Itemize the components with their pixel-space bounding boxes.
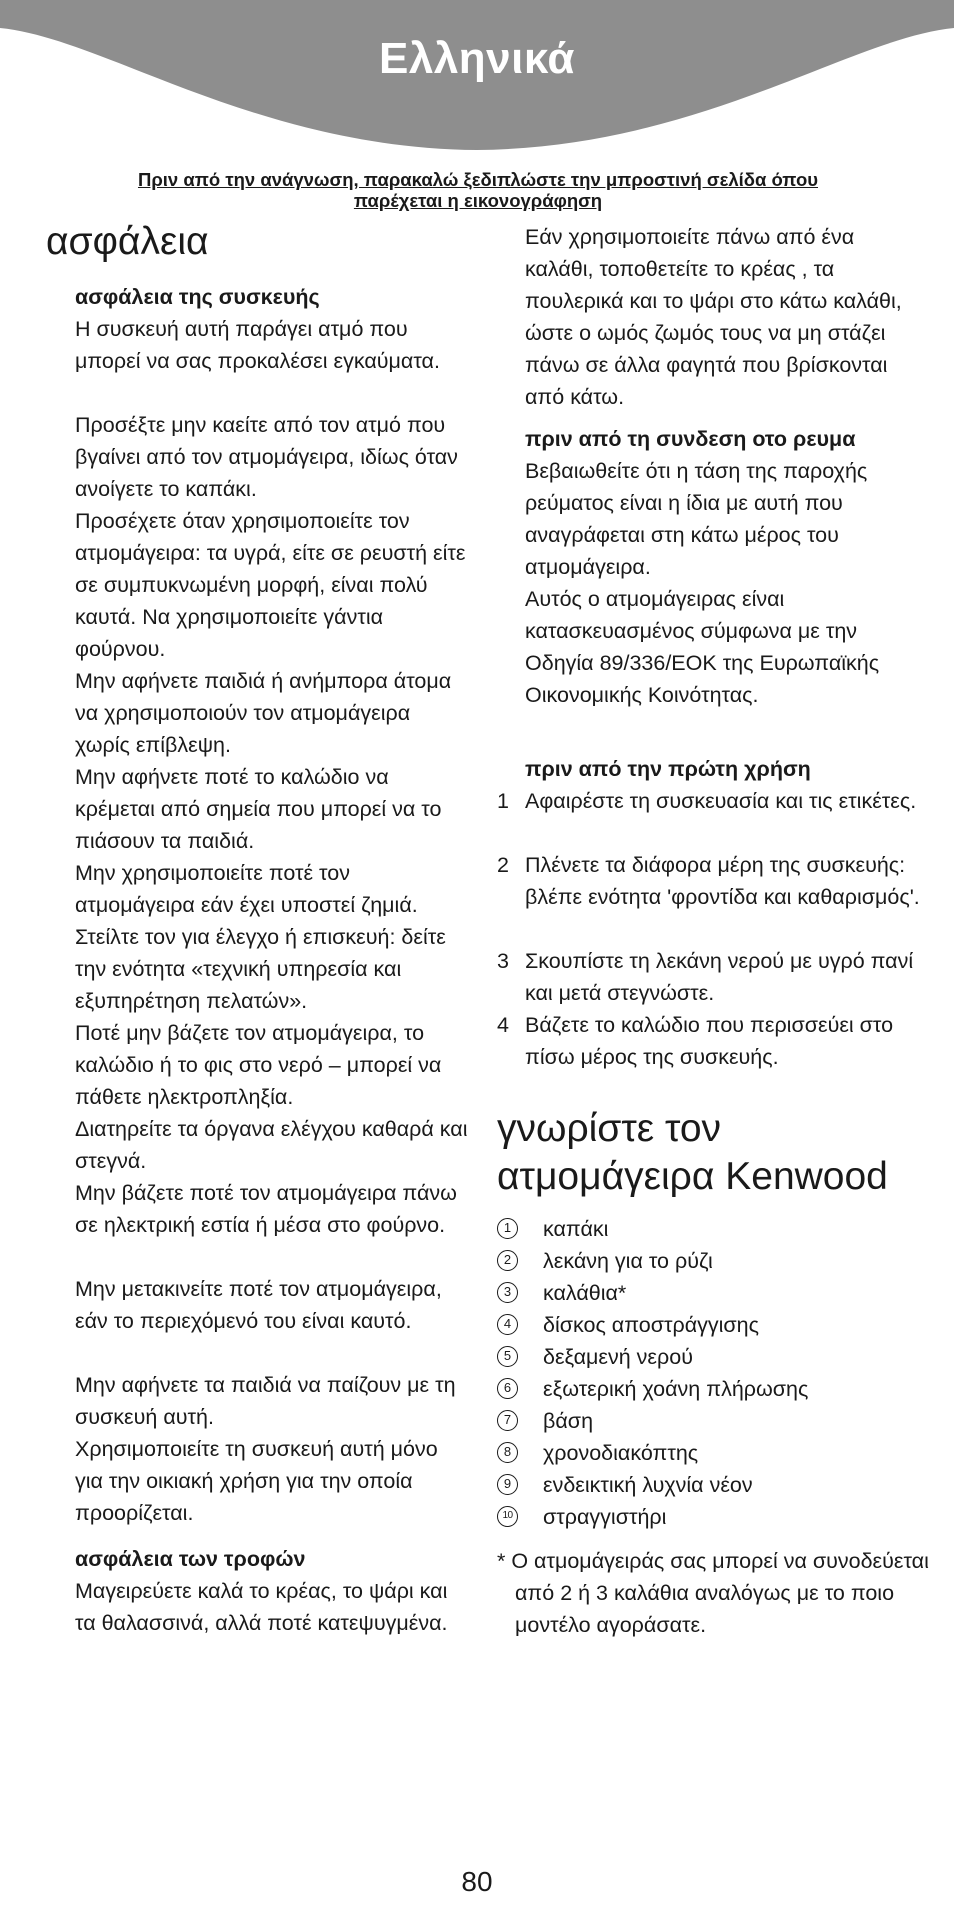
know-title-line-2: ατμομάγειρα Kenwood — [497, 1155, 888, 1198]
part-number: 5 — [497, 1346, 518, 1367]
food-safety-heading: ασφάλεια των τροφών — [75, 1547, 306, 1571]
appliance-safety-paragraph: Μην μετακινείτε ποτέ τον ατμομάγειρα, εάν το περιεχόμενό του είναι καυτό. — [75, 1277, 442, 1333]
part-label: δίσκος αποστράγγισης — [543, 1313, 759, 1337]
step-number: 3 — [497, 949, 509, 973]
part-number: 6 — [497, 1378, 518, 1399]
appliance-safety-paragraph: Χρησιμοποιείτε τη συσκευή αυτή μόνο για την οικιακή χρήση για την οποία προορίζεται. — [75, 1437, 438, 1525]
part-label: βάση — [543, 1409, 594, 1433]
appliance-safety-heading: ασφάλεια της συσκευής — [75, 285, 320, 309]
part-label: λεκάνη για το ρύζι — [543, 1249, 713, 1273]
part-label: ενδεικτική λυχνία νέον — [543, 1473, 753, 1497]
step-number: 2 — [497, 853, 509, 877]
appliance-safety-paragraph: Ποτέ μην βάζετε τον ατμομάγειρα, το καλώδιο ή το φις στο νερό – μπορεί να πάθετε ηλεκτροπληξία. — [75, 1021, 442, 1109]
part-number: 9 — [497, 1474, 518, 1495]
before-plugging-paragraph: Βεβαιωθείτε ότι η τάση της παροχής ρεύματος είναι η ίδια με αυτή που αναγράφεται στη κάτω μέρος του ατμομάγειρα. — [525, 459, 868, 579]
before-plugging-paragraph: Αυτός ο ατμομάγειρας είναι κατασκευασμένος σύμφωνα με την Οδηγία 89/336/ΕΟΚ της Ευρωπαϊκής Οικονομικής Κοινότητας. — [525, 587, 880, 707]
before-plugging-heading: πριν από τη συνδεση οτο ρευμα — [525, 427, 856, 451]
appliance-safety-paragraph: Μην βάζετε ποτέ τον ατμομάγειρα πάνω σε ηλεκτρική εστία ή μέσα στο φούρνο. — [75, 1181, 457, 1237]
part-number: 10 — [497, 1506, 518, 1527]
appliance-safety-paragraph: Μην αφήνετε τα παιδιά να παίζουν με τη συσκευή αυτή. — [75, 1373, 456, 1429]
header-banner — [0, 0, 954, 155]
appliance-safety-paragraph: Η συσκευή αυτή παράγει ατμό που μπορεί να σας προκαλέσει εγκαύματα. — [75, 317, 440, 373]
step-text: Πλένετε τα διάφορα μέρη της συσκευής: βλέπε ενότητα 'φροντίδα και καθαρισμός'. — [525, 853, 920, 909]
step-number: 4 — [497, 1013, 509, 1037]
part-label: στραγγιστήρι — [543, 1505, 667, 1529]
part-label: καλάθια* — [543, 1281, 627, 1305]
appliance-safety-paragraph: Διατηρείτε τα όργανα ελέγχου καθαρά και στεγνά. — [75, 1117, 468, 1173]
page-title: Ελληνικά — [379, 34, 575, 83]
fold-out-notice — [40, 169, 916, 211]
part-number: 8 — [497, 1442, 518, 1463]
part-label: εξωτερική χοάνη πλήρωσης — [543, 1377, 809, 1401]
part-number: 7 — [497, 1410, 518, 1431]
page-number: 80 — [461, 1866, 493, 1897]
step-text: Αφαιρέστε τη συσκευασία και τις ετικέτες. — [525, 789, 917, 813]
appliance-safety-paragraph: Μην χρησιμοποιείτε ποτέ τον ατμομάγειρα εάν έχει υποστεί ζημιά. Στείλτε τον για έλεγχο ή επισκευή: δείτε την ενότητα «τεχνική υπηρεσία και εξυπηρέτηση πελατών». — [75, 861, 446, 1013]
appliance-safety-paragraph: Μην αφήνετε παιδιά ή ανήμπορα άτομα να χρησιμοποιούν τον ατμομάγειρα χωρίς επίβλεψη. — [75, 669, 452, 757]
appliance-safety-paragraph: Μην αφήνετε ποτέ το καλώδιο να κρέμεται από σημεία που μπορεί να το πιάσουν τα παιδιά. — [75, 765, 442, 853]
notice-line-2: παρέχεται η εικονογράφηση — [353, 190, 603, 211]
safety-title: ασφάλεια — [46, 220, 209, 263]
step-text: Σκουπίστε τη λεκάνη νερού με υγρό πανί και μετά στεγνώστε. — [525, 949, 914, 1005]
part-label: δεξαμενή νερού — [543, 1345, 693, 1369]
appliance-safety-paragraph: Προσέχετε όταν χρησιμοποιείτε τον ατμομάγειρα: τα υγρά, είτε σε ρευστή είτε σε συμπυκνωμένη μορφή, είναι πολύ καυτά. Να χρησιμοποιείτε γάντια φούρνου. — [75, 509, 466, 661]
know-your-steamer-title — [497, 1105, 937, 1201]
step-text: Βάζετε το καλώδιο που περισσεύει στο πίσω μέρος της συσκευής. — [525, 1013, 894, 1069]
part-number: 3 — [497, 1282, 518, 1303]
notice-line-1: Πριν από την ανάγνωση, παρακαλώ ξεδιπλώστε την μπροστινή σελίδα όπου — [137, 169, 819, 190]
part-number: 4 — [497, 1314, 518, 1335]
part-label: καπάκι — [543, 1217, 609, 1241]
first-use-heading: πριν από την πρώτη χρήση — [525, 757, 811, 781]
baskets-footnote: * Ο ατμομάγειράς σας μπορεί να συνοδεύεται από 2 ή 3 καλάθια αναλόγως με το ποιο μοντέλο αγοράσατε. — [497, 1549, 929, 1637]
part-number: 1 — [497, 1218, 518, 1239]
appliance-safety-paragraph: Προσέξτε μην καείτε από τον ατμό που βγαίνει από τον ατμομάγειρα, ιδίως όταν ανοίγετε το καπάκι. — [75, 413, 458, 501]
part-label: χρονοδιακόπτης — [543, 1441, 699, 1465]
food-safety-paragraph: Μαγειρεύετε καλά το κρέας, το ψάρι και τα θαλασσινά, αλλά ποτέ κατεψυγμένα. — [75, 1579, 448, 1635]
part-number: 2 — [497, 1250, 518, 1271]
food-safety-paragraph: Εάν χρησιμοποιείτε πάνω από ένα καλάθι, τοποθετείτε το κρέας , τα πουλερικά και το ψάρι στο κάτω καλάθι, ώστε ο ωμός ζωμός τους να μη στάζει πάνω σε άλλα φαγητά που βρίσκονται από κάτω. — [525, 225, 902, 409]
know-title-line-1: γνωρίστε τον — [497, 1107, 722, 1150]
step-number: 1 — [497, 789, 509, 813]
